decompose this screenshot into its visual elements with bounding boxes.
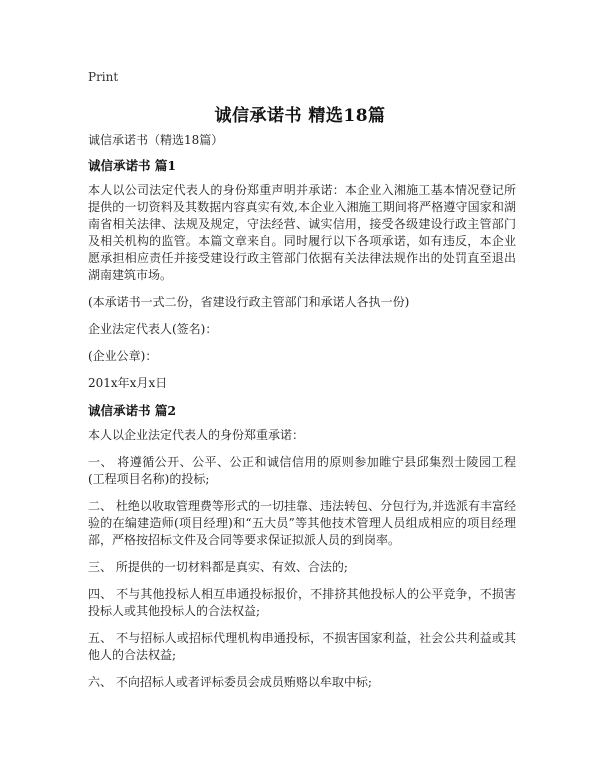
date-line: 201x年x月x日 — [88, 376, 168, 390]
list-item: 二、 杜绝以收取管理费等形式的一切挂靠、违法转包、分包行为,并选派有丰富经验的在编建造师(项目经理)和“五大员”等其他技术管理人员组成相应的项目经理部，严格按招标文件及合同等要求保证拟派人员的到岗率。 — [88, 499, 516, 547]
document-subtitle: 诚信承诺书（精选18篇） — [88, 133, 224, 147]
list-item: 一、 将遵循公开、公平、公正和诚信信用的原则参加睢宁县邱集烈士陵园工程(工程项目名称)的投标; — [88, 455, 516, 486]
paragraph: (本承诺书一式二份，省建设行政主管部门和承诺人各执一份) — [88, 295, 410, 309]
print-link[interactable]: Print — [88, 70, 119, 84]
section-heading-2: 诚信承诺书 篇2 — [88, 403, 177, 418]
list-item: 四、 不与其他投标人相互串通投标报价，不排挤其他投标人的公平竞争，不损害投标人或其他投标人的合法权益; — [88, 587, 516, 618]
signature-line: 企业法定代表人(签名)： — [88, 322, 218, 336]
section-heading-1: 诚信承诺书 篇1 — [88, 158, 177, 173]
seal-line: (企业公章)： — [88, 349, 158, 363]
paragraph: 本人以公司法定代表人的身份郑重声明并承诺：本企业入湘施工基本情况登记所提供的一切资料及其数据内容真实有效,本企业入湘施工期间将严格遵守国家和湖南省相关法律、法规及规定，守法经营、诚实信用，接受各级建设行政主管部门及相关机构的监管。本篇文章来自。同时履行以下各项承诺，如有违反，本企业愿承担相应责任并接受建设行政主管部门依据有关法律法规作出的处罚直至退出湖南建筑市场。 — [88, 183, 516, 282]
list-item: 三、 所提供的一切材料都是真实、有效、合法的; — [88, 560, 348, 574]
list-item: 六、 不向招标人或者评标委员会成员贿赂以牟取中标; — [88, 675, 372, 689]
paragraph: 本人以企业法定代表人的身份郑重承诺： — [88, 428, 305, 442]
document-title: 诚信承诺书 精选18篇 — [214, 106, 386, 126]
document-body — [88, 132, 516, 701]
list-item: 五、 不与招标人或招标代理机构串通投标，不损害国家利益，社会公共利益或其他人的合法权益; — [88, 631, 516, 662]
